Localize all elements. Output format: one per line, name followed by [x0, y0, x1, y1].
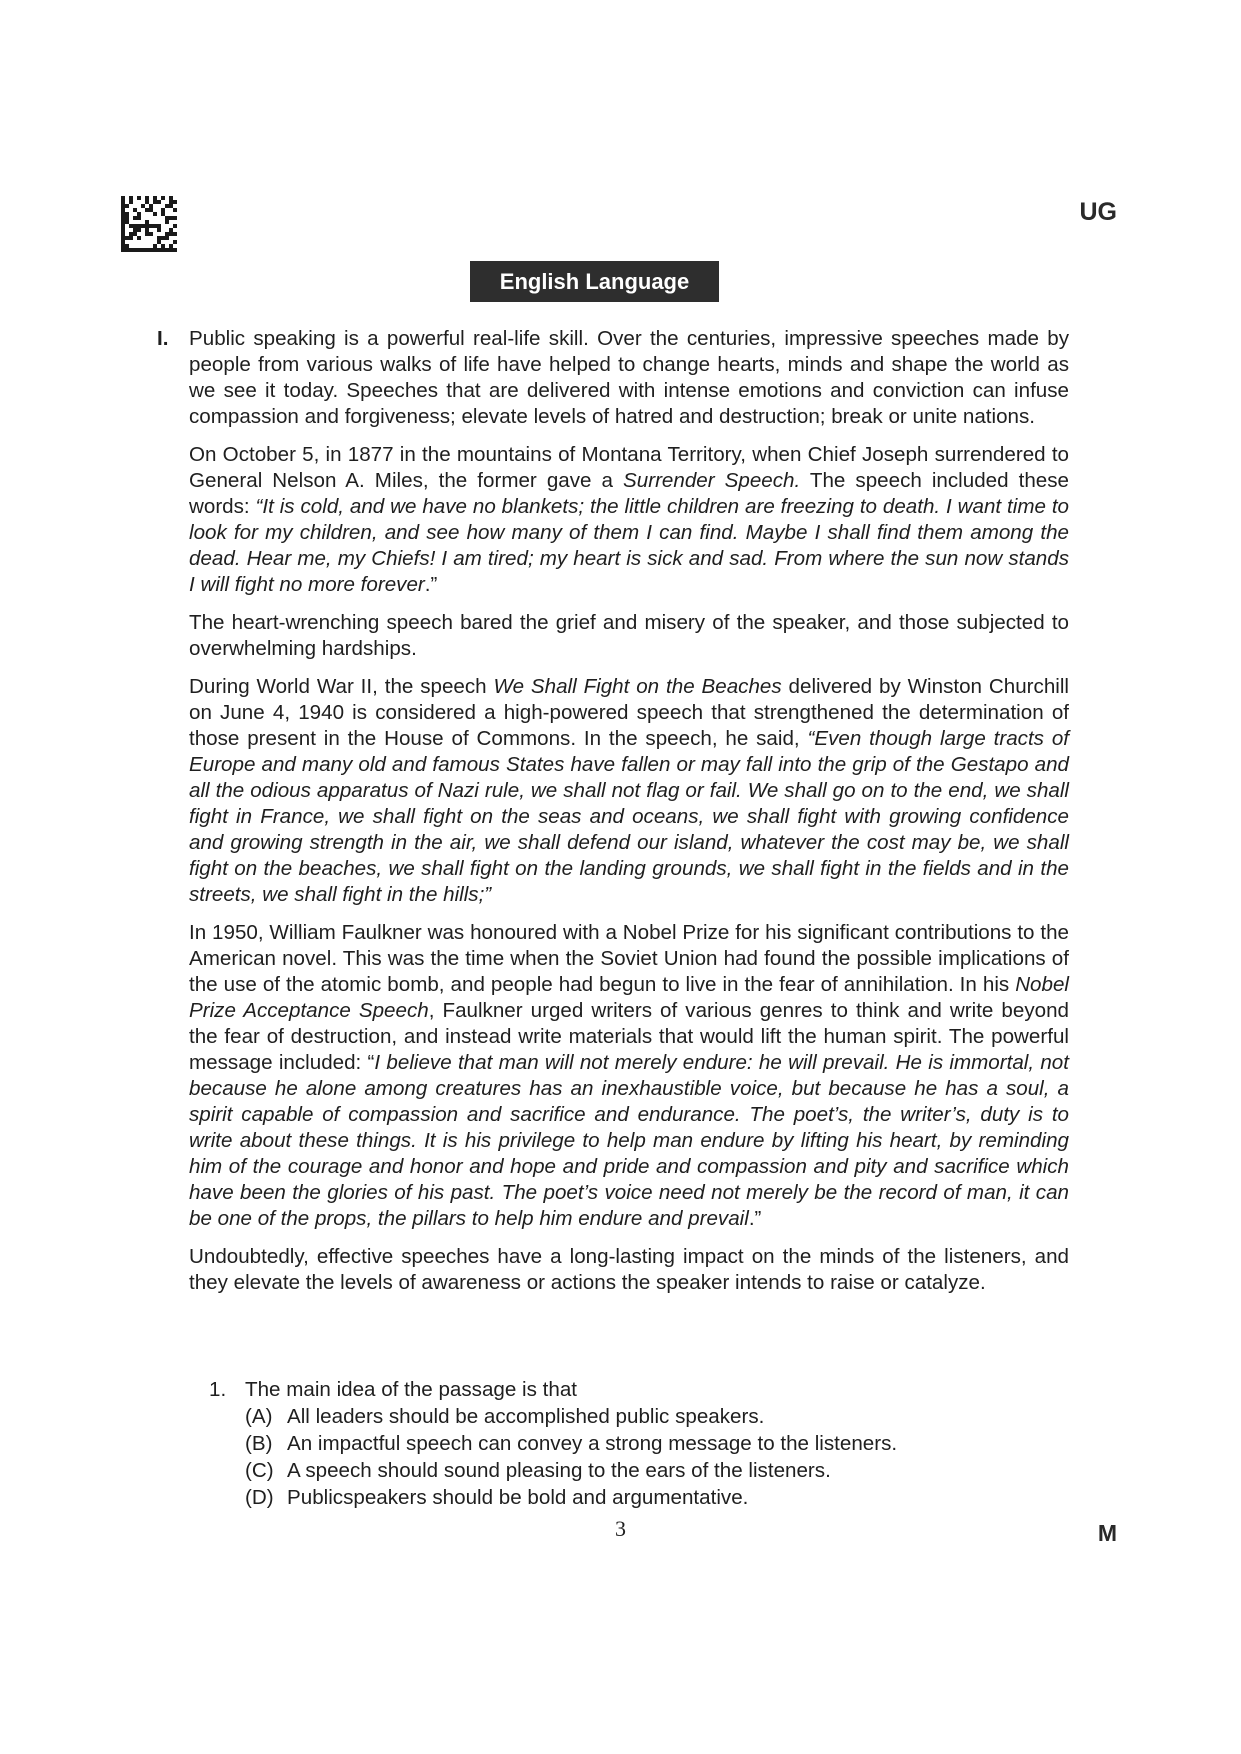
speech-title: We Shall Fight on the Beaches [493, 675, 782, 698]
qr-code-icon [121, 196, 177, 252]
paper-code-bottom: M [1097, 1520, 1117, 1546]
speech-quote: “Even though large tracts of Europe and many old and famous States have fallen or may fall into the grip of the Gestapo and all the odious apparatus of Nazi rule, we shall not flag or fail. We shall go on to the end, we shall fight in France, we shall fight on the seas and oceans, we shall fight with growing confidence and growing strength in the air, we shall defend our island, whatever the cost may be, we shall fight on the beaches, we shall fight on the landing grounds, we shall fight in the fields and in the streets, we shall fight in the hills;” [189, 727, 1069, 906]
speech-title: Surrender Speech. [623, 469, 801, 492]
option-label: (D) [245, 1486, 274, 1509]
paper-code-top: UG [1079, 198, 1117, 226]
option-d [209, 1484, 897, 1511]
paragraph-6: Undoubtedly, effective speeches have a long-lasting impact on the minds of the listeners, and they elevate the levels of awareness or actions the speaker intends to raise or catalyze. [189, 1245, 1069, 1294]
paragraph-1: Public speaking is a powerful real-life skill. Over the centuries, impressive speeches made by people from various walks of life have helped to change hearts, minds and shape the world as we see it today. Speeches that are delivered with intense emotions and conviction can infuse compassion and forgiveness; elevate levels of hatred and destruction; break or unite nations. [189, 327, 1069, 428]
reading-passage [157, 326, 1069, 1308]
paragraph-4: During World War II, the speech We Shall Fight on the Beaches delivered by Winston Churchill on June 4, 1940 is considered a high-powered speech that strengthened the determination of those present in the House of Commons. In the speech, he said, “Even though large tracts of Europe and many old and famous States have fallen or may fall into the grip of the Gestapo and all the odious apparatus of Nazi rule, we shall not flag or fail. We shall go on to the end, we shall fight in France, we shall fight on the seas and oceans, we shall fight with growing confidence and growing strength in the air, we shall defend our island, whatever the cost may be, we shall fight on the beaches, we shall fight on the landing grounds, we shall fight in the fields and in the streets, we shall fight in the hills;” [189, 675, 1069, 906]
section-title: English Language [470, 261, 719, 302]
option-text: A speech should sound pleasing to the ears of the listeners. [287, 1459, 831, 1482]
paragraph-3: The heart-wrenching speech bared the grief and misery of the speaker, and those subjected to overwhelming hardships. [189, 611, 1069, 660]
question-1 [209, 1376, 897, 1511]
option-label: (C) [245, 1459, 274, 1482]
question-number: 1. [209, 1378, 227, 1401]
option-text: All leaders should be accomplished public speakers. [287, 1405, 765, 1428]
passage-number: I. [157, 327, 169, 350]
speech-quote: “It is cold, and we have no blankets; the little children are freezing to death. I want time to look for my children, and see how many of them I can find. Maybe I shall find them among the dead. Hear me, my Chiefs! I am tired; my heart is sick and sad. From where the sun now stands I will fight no more forever [189, 495, 1069, 596]
option-a [209, 1403, 897, 1430]
option-label: (A) [245, 1405, 273, 1428]
option-text: Publicspeakers should be bold and argumentative. [287, 1486, 749, 1509]
paragraph-2: On October 5, in 1877 in the mountains of Montana Territory, when Chief Joseph surrendered to General Nelson A. Miles, the former gave a Surrender Speech. The speech included these words: “It is cold, and we have no blankets; the little children are freezing to death. I want time to look for my children, and see how many of them I can find. Maybe I shall find them among the dead. Hear me, my Chiefs! I am tired; my heart is sick and sad. From where the sun now stands I will fight no more forever.” [189, 443, 1069, 596]
option-label: (B) [245, 1432, 273, 1455]
page-number: 3 [615, 1516, 626, 1541]
speech-quote: I believe that man will not merely endure: he will prevail. He is immortal, not because he alone among creatures has an inexhaustible voice, but because he has a soul, a spirit capable of compassion and sacrifice and endurance. The poet’s, the writer’s, duty is to write about these things. It is his privilege to help man endure by lifting his heart, by reminding him of the courage and honor and hope and pride and compassion and pity and sacrifice which have been the glories of his past. The poet’s voice need not merely be the record of man, it can be one of the props, the pillars to help him endure and prevail [189, 1051, 1069, 1230]
option-b [209, 1430, 897, 1457]
speech-title: Nobel Prize Acceptance Speech [189, 973, 1069, 1022]
question-text: The main idea of the passage is that [245, 1378, 577, 1401]
option-c [209, 1457, 897, 1484]
option-text: An impactful speech can convey a strong message to the listeners. [287, 1432, 898, 1455]
paragraph-5: In 1950, William Faulkner was honoured with a Nobel Prize for his significant contributions to the American novel. This was the time when the Soviet Union had found the possible implications of the use of the atomic bomb, and people had begun to live in the fear of annihilation. In his Nobel Prize Acceptance Speech, Faulkner urged writers of various genres to think and write beyond the fear of destruction, and instead write materials that would lift the human spirit. The powerful message included: “I believe that man will not merely endure: he will prevail. He is immortal, not because he alone among creatures has an inexhaustible voice, but because he has a soul, a spirit capable of compassion and sacrifice and endurance. The poet’s, the writer’s, duty is to write about these things. It is his privilege to help man endure by lifting his heart, by reminding him of the courage and honor and hope and pride and compassion and pity and sacrifice which have been the glories of his past. The poet’s voice need not merely be the record of man, it can be one of the props, the pillars to help him endure and prevail.” [189, 921, 1069, 1230]
question-stem [209, 1376, 897, 1403]
